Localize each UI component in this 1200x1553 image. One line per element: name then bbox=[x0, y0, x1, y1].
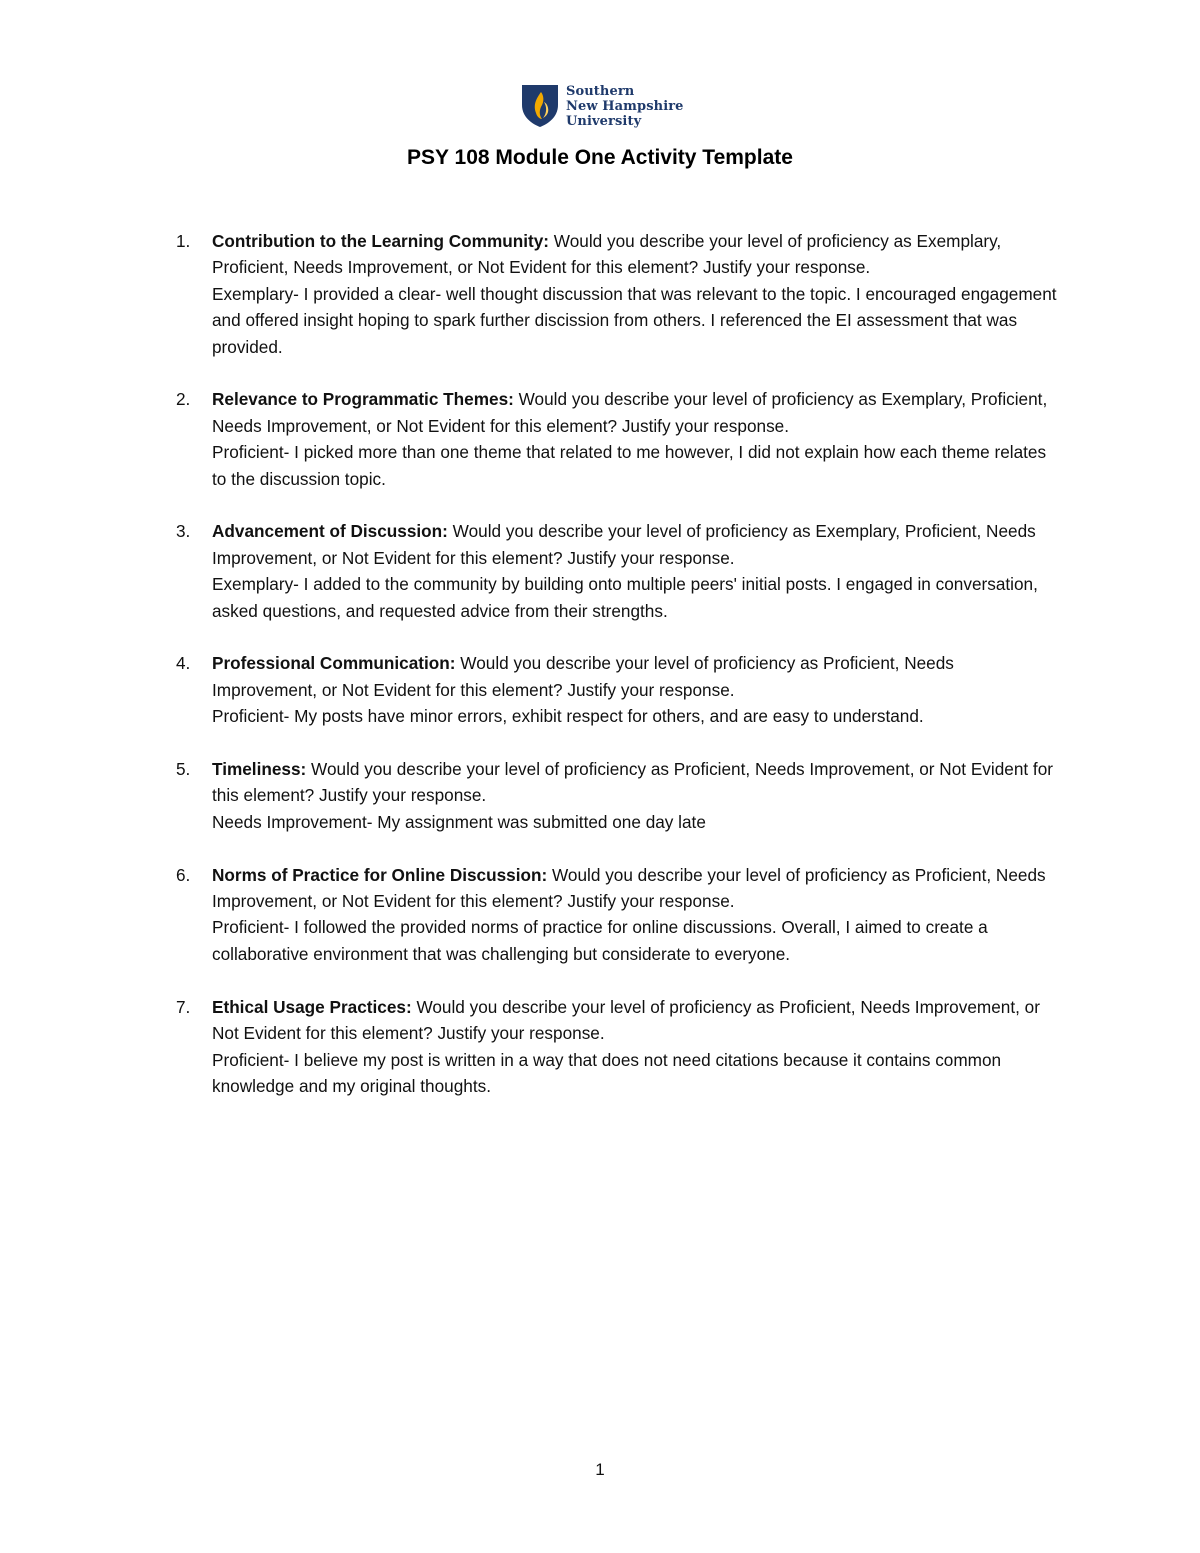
item-number: 6. bbox=[176, 864, 191, 885]
list-item bbox=[170, 650, 1060, 729]
item-number: 1. bbox=[176, 231, 191, 251]
item-heading: Norms of Practice for Online Discussion: bbox=[212, 864, 548, 885]
item-heading: Advancement of Discussion: bbox=[212, 521, 448, 542]
item-question: Would you describe your level of proficiency as Exemplary, Proficient, Needs Improvement, or Not Evident for this element? Justify your response. bbox=[212, 521, 1036, 568]
list-item bbox=[170, 228, 1060, 360]
item-answer: Proficient- I followed the provided norms of practice for online discussions. Overall, I aimed to create a collaborative environment that was challenging but considerate to everyone. bbox=[212, 917, 988, 964]
item-heading: Timeliness: bbox=[212, 759, 307, 780]
item-answer: Proficient- I picked more than one theme that related to me however, I did not explain how each theme relates to the discussion topic. bbox=[212, 442, 1047, 489]
item-number: 7. bbox=[176, 996, 191, 1017]
logo-line-2: New Hampshire bbox=[566, 99, 684, 114]
list-item bbox=[170, 994, 1060, 1100]
item-question: Would you describe your level of proficiency as Exemplary, Proficient, Needs Improvement, or Not Evident for this element? Justify your response. bbox=[212, 389, 1048, 436]
logo-line-1: Southern bbox=[566, 84, 635, 99]
list-item bbox=[170, 386, 1060, 492]
item-answer: Exemplary- I provided a clear- well thought discussion that was relevant to the topic. I encouraged engagement and offered insight hoping to spark further discission from others. I referenced the EI assessment that was provided. bbox=[212, 283, 1057, 357]
item-number: 5. bbox=[176, 759, 191, 780]
item-heading: Professional Communication: bbox=[212, 653, 456, 674]
university-logo bbox=[520, 83, 690, 133]
item-heading: Ethical Usage Practices: bbox=[212, 996, 412, 1017]
item-answer: Proficient- My posts have minor errors, exhibit respect for others, and are easy to understand. bbox=[212, 706, 924, 727]
page-number: 1 bbox=[595, 1460, 605, 1479]
item-answer: Exemplary- I added to the community by building onto multiple peers' initial posts. I engaged in conversation, asked questions, and requested advice from their strengths. bbox=[212, 574, 1038, 621]
item-number: 2. bbox=[176, 389, 191, 410]
logo-wordmark bbox=[566, 84, 684, 129]
item-number: 3. bbox=[176, 521, 191, 542]
item-heading: Contribution to the Learning Community: bbox=[212, 231, 550, 251]
document-title: PSY 108 Module One Activity Template bbox=[407, 146, 793, 169]
item-question: Would you describe your level of proficiency as Proficient, Needs Improvement, or Not Evident for this element? Justify your response. bbox=[212, 759, 1053, 806]
item-question: Would you describe your level of proficiency as Proficient, Needs Improvement, or Not Evident for this element? Justify your response. bbox=[212, 864, 1046, 912]
item-answer: Needs Improvement- My assignment was submitted one day late bbox=[212, 811, 706, 832]
item-question: Would you describe your level of proficiency as Proficient, Needs Improvement, or Not Evident for this element? Justify your response. bbox=[212, 996, 1040, 1044]
rubric-list bbox=[170, 228, 1060, 1099]
item-question: Would you describe your level of proficiency as Exemplary, Proficient, Needs Improvement, or Not Evident for this element? Justify your response. bbox=[212, 231, 1002, 278]
shield-flame-icon bbox=[520, 83, 560, 129]
list-item bbox=[170, 862, 1060, 968]
logo-line-3: University bbox=[566, 114, 642, 129]
item-heading: Relevance to Programmatic Themes: bbox=[212, 389, 514, 410]
list-item bbox=[170, 756, 1060, 835]
list-item bbox=[170, 518, 1060, 624]
item-number: 4. bbox=[176, 653, 191, 674]
item-question: Would you describe your level of proficiency as Proficient, Needs Improvement, or Not Evident for this element? Justify your response. bbox=[212, 653, 954, 700]
item-answer: Proficient- I believe my post is written in a way that does not need citations because it contains common knowledge and my original thoughts. bbox=[212, 1049, 1002, 1096]
